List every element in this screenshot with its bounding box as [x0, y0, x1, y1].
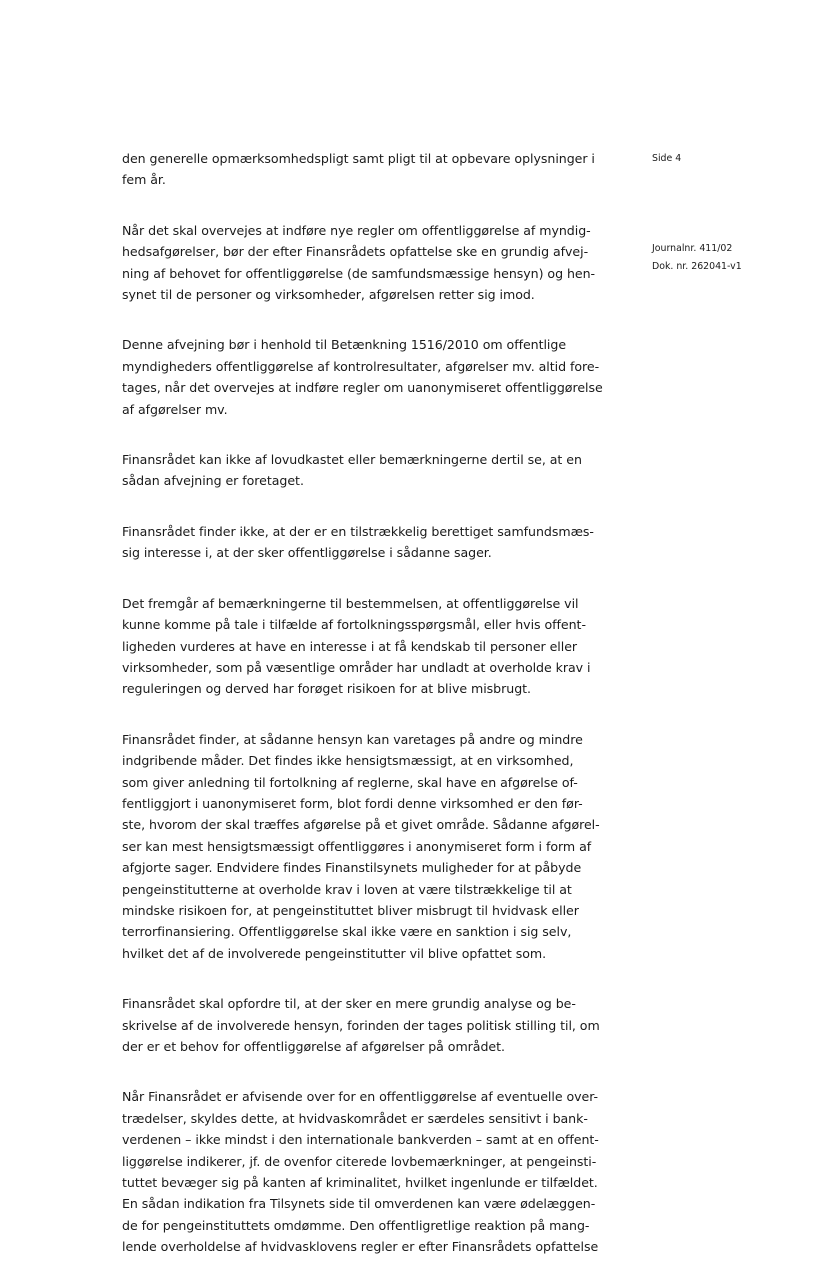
paragraph-line: liggørelse indikerer, jf. de ovenfor citerede lovbemærkninger, at pengeinsti- [122, 1153, 597, 1169]
paragraph-line: En sådan indikation fra Tilsynets side til omverdenen kan være ødelæggen- [122, 1196, 596, 1212]
paragraph-line: ligheden vurderes at have en interesse i at få kendskab til personer eller [122, 638, 578, 654]
paragraph-line: den generelle opmærksomhedspligt samt pligt til at opbevare oplysninger i [122, 151, 595, 166]
paragraph-line: af afgørelser mv. [122, 401, 228, 417]
paragraph-line: mindske risikoen for, at pengeinstituttet bliver misbrugt til hvidvask eller [122, 902, 579, 918]
paragraph-line: tages, når det overvejes at indføre regler om uanonymiseret offentliggørelse [122, 380, 603, 396]
paragraph [122, 593, 622, 700]
paragraph-line: tuttet bevæger sig på kanten af kriminalitet, hvilket ingenlunde er tilfældet. [122, 1175, 598, 1191]
paragraph-line: reguleringen og derved har forøget risikoen for at blive misbrugt. [122, 681, 531, 697]
paragraph-line: Det fremgår af bemærkningerne til bestemmelsen, at offentliggørelse vil [122, 595, 579, 611]
journal-number: Journalnr. 411/02 [652, 243, 733, 254]
paragraph-line: sig interesse i, at der sker offentliggørelse i sådanne sager. [122, 545, 492, 561]
paragraph-line: synet til de personer og virksomheder, afgørelsen retter sig imod. [122, 287, 535, 303]
paragraph-line: Finansrådet kan ikke af lovudkastet eller bemærkningerne dertil se, at en [122, 452, 582, 468]
paragraph-line: ning af behovet for offentliggørelse (de samfundsmæssige hensyn) og hen- [122, 265, 596, 281]
paragraph-line: indgribende måder. Det findes ikke hensigtsmæssigt, at en virksomhed, [122, 753, 574, 769]
paragraph-line: trædelser, skyldes dette, at hvidvaskområdet er særdeles sensitivt i bank- [122, 1110, 588, 1126]
paragraph-line: kunne komme på tale i tilfælde af fortolkningsspørgsmål, eller hvis offent- [122, 617, 586, 633]
document-number: Dok. nr. 262041-v1 [652, 261, 742, 272]
paragraph-line: skrivelse af de involverede hensyn, forinden der tages politisk stilling til, om [122, 1017, 600, 1033]
page-number: Side 4 [652, 153, 682, 164]
paragraph [122, 220, 622, 306]
paragraph-line: der er et behov for offentliggørelse af afgørelser på området. [122, 1039, 505, 1054]
paragraph-line: myndigheders offentliggørelse af kontrolresultater, afgørelser mv. altid fore- [122, 358, 600, 374]
paragraph-line: verdenen – ikke mindst i den internationale bankverden – samt at en offent- [122, 1132, 599, 1148]
paragraph-line: hvilket det af de involverede pengeinstitutter vil blive opfattet som. [122, 945, 547, 961]
paragraph [122, 993, 622, 1057]
paragraph-line: som giver anledning til fortolkning af reglerne, skal have en afgørelse of- [122, 774, 578, 790]
paragraph-line: lende overholdelse af hvidvasklovens regler er efter Finansrådets opfattelse [122, 1239, 599, 1255]
paragraph [122, 449, 622, 492]
paragraph-line: Finansrådet finder, at sådanne hensyn kan varetages på andre og mindre [122, 731, 583, 747]
paragraph-line: de for pengeinstituttets omdømme. Den offentligretlige reaktion på mang- [122, 1217, 590, 1233]
paragraph [122, 334, 622, 420]
paragraph-line: Finansrådet finder ikke, at der er en tilstrækkelig berettiget samfundsmæs- [122, 523, 594, 539]
paragraph-line: Når det skal overvejes at indføre nye regler om offentliggørelse af myndig- [122, 222, 591, 238]
paragraph-line: terrorfinansiering. Offentliggørelse skal ikke være en sanktion i sig selv, [122, 924, 572, 940]
paragraph [122, 1086, 622, 1257]
margin-info [652, 150, 822, 276]
paragraph-line: fem år. [122, 172, 166, 188]
paragraph-line: sådan afvejning er foretaget. [122, 473, 304, 489]
paragraph-line: pengeinstitutterne at overholde krav i loven at være tilstrækkelige til at [122, 881, 572, 897]
paragraph-line: ser kan mest hensigtsmæssigt offentliggøres i anonymiseret form i form af [122, 838, 592, 854]
body-text [122, 148, 622, 1287]
paragraph-line: Finansrådet skal opfordre til, at der sker en mere grundig analyse og be- [122, 996, 576, 1012]
paragraph-line: afgjorte sager. Endvidere findes Finanstilsynets muligheder for at påbyde [122, 860, 582, 876]
paragraph [122, 148, 622, 191]
paragraph [122, 729, 622, 964]
paragraph [122, 521, 622, 564]
paragraph-line: hedsafgørelser, bør der efter Finansrådets opfattelse ske en grundig afvej- [122, 244, 589, 260]
paragraph-line: Når Finansrådet er afvisende over for en offentliggørelse af eventuelle over- [122, 1089, 599, 1105]
paragraph-line: virksomheder, som på væsentlige områder har undladt at overholde krav i [122, 659, 591, 675]
paragraph-line: fentliggjort i uanonymiseret form, blot fordi denne virksomhed er den før- [122, 795, 583, 811]
paragraph-line: ste, hvorom der skal træffes afgørelse på et givet område. Sådanne afgørel- [122, 817, 600, 833]
paragraph-line: Denne afvejning bør i henhold til Betænkning 1516/2010 om offentlige [122, 337, 567, 353]
